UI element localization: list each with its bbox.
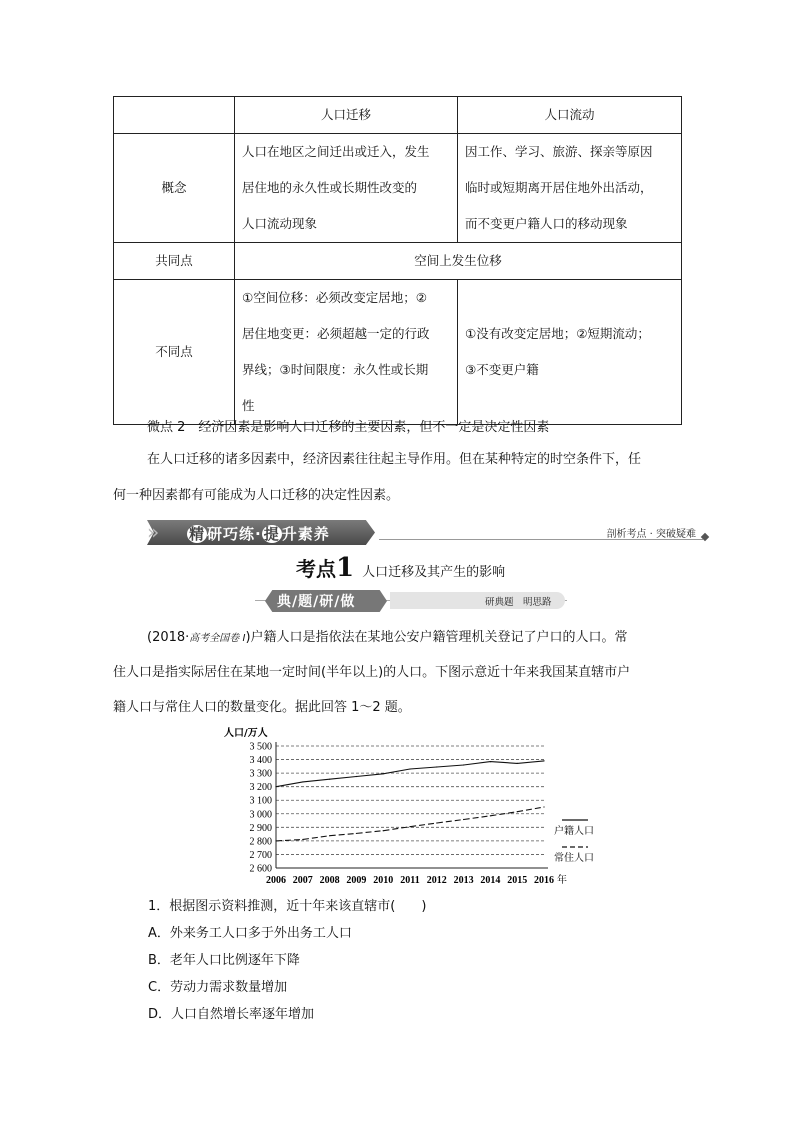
x-tick-label: 2015 xyxy=(507,875,528,886)
population-chart xyxy=(222,726,622,892)
cell-line: 而不变更户籍人口的移动现象 xyxy=(465,216,628,231)
data-point xyxy=(275,840,276,841)
table-row-difference xyxy=(114,280,682,425)
data-point xyxy=(409,826,410,827)
y-tick-label: 2 600 xyxy=(249,863,272,875)
cell-line: 界线；③时间限度：永久性或长期 xyxy=(242,362,429,377)
table-row-concept xyxy=(114,134,682,243)
cell-line: 性 xyxy=(242,398,255,413)
y-axis-label: 人口/万人 xyxy=(224,728,268,739)
cell-line: 居住地的永久性或长期性改变的 xyxy=(242,180,418,195)
series-line-户籍人口 xyxy=(276,807,544,841)
cell-line: 临时或短期离开居住地外出活动， xyxy=(465,180,653,195)
banner-text-part: 升素养 xyxy=(281,525,330,543)
sub-banner-subtitle: 研典题 明思路 xyxy=(485,597,552,608)
cell-line: 因工作、学习、旅游、探亲等原因 xyxy=(465,144,653,159)
difference-migration-cell xyxy=(235,280,458,425)
banner-char: 精 xyxy=(189,525,206,543)
data-point xyxy=(409,768,410,769)
table-header-migration: 人口迁移 xyxy=(235,97,458,134)
x-tick-label: 2013 xyxy=(453,875,474,886)
data-point xyxy=(356,776,357,777)
y-tick-label: 3 400 xyxy=(249,755,272,767)
data-point xyxy=(543,806,544,807)
y-tick-label: 2 800 xyxy=(249,836,272,848)
sub-banner-title: 典/题/研/做 xyxy=(277,594,356,610)
micro-paragraph-line1: 在人口迁移的诸多因素中，经济因素往往起主导作用。但在某种特定的时空条件下，任 xyxy=(147,452,642,467)
x-tick-label: 2016 xyxy=(534,875,554,886)
question-intro-line2: 住人口是指实际居住在某地一定时间(半年以上)的人口。下图示意近十年来我国某直辖市户 xyxy=(113,665,631,680)
data-point xyxy=(356,833,357,834)
x-tick-label: 2011 xyxy=(400,875,420,886)
section-banner xyxy=(147,519,710,547)
data-point xyxy=(517,811,518,812)
banner-subtitle: 剖析考点 · 突破疑难 xyxy=(606,529,696,540)
cell-line: ③不变更户籍 xyxy=(465,362,539,377)
x-tick-label: 2014 xyxy=(480,875,501,886)
data-point xyxy=(302,839,303,840)
source-year: (2018· xyxy=(147,630,190,645)
question-intro-line1 xyxy=(147,626,628,645)
question1-option-c[interactable]: C．劳动力需求数量增加 xyxy=(148,980,288,995)
y-tick-label: 3 200 xyxy=(249,782,272,794)
data-point xyxy=(543,760,544,761)
x-tick-label: 2010 xyxy=(373,875,394,886)
y-tick-label: 2 900 xyxy=(249,822,272,834)
data-point xyxy=(383,773,384,774)
banner-text-part: 研巧练· xyxy=(207,525,262,543)
kaodian-number: 1 xyxy=(336,553,355,583)
data-point xyxy=(383,830,384,831)
table-header-flow: 人口流动 xyxy=(458,97,682,134)
common-cell: 空间上发生位移 xyxy=(235,243,682,280)
x-tick-label: 2008 xyxy=(319,875,340,886)
y-tick-label: 3 300 xyxy=(249,768,272,780)
intro-text: )户籍人口是指依法在某地公安户籍管理机关登记了户口的人口。常 xyxy=(245,630,628,645)
chevron-right-icon: » xyxy=(147,520,160,544)
banner-char: 提 xyxy=(263,525,280,543)
data-point xyxy=(329,835,330,836)
question1-stem: 1．根据图示资料推测，近十年来该直辖市( ) xyxy=(148,899,427,914)
x-tick-label: 2007 xyxy=(292,875,313,886)
sub-banner xyxy=(255,590,570,612)
concept-migration-cell xyxy=(235,134,458,243)
data-point xyxy=(329,779,330,780)
data-point xyxy=(302,781,303,782)
table-row-common xyxy=(114,243,682,280)
question1-option-a[interactable]: A．外来务工人口多于外出务工人口 xyxy=(148,926,352,941)
x-tick-label: 2006 xyxy=(266,875,286,886)
cell-line: 人口在地区之间迁出或迁入，发生 xyxy=(242,144,430,159)
data-point xyxy=(490,761,491,762)
cell-line: 居住地变更：必须超越一定的行政 xyxy=(242,326,430,341)
micro-paragraph-line2: 何一种因素都有可能成为人口迁移的决定性因素。 xyxy=(113,488,400,503)
row-label-common: 共同点 xyxy=(114,243,235,280)
legend-label: 常住人口 xyxy=(554,853,594,864)
source-name: 高考全国卷 Ⅰ xyxy=(189,633,246,644)
question1-option-b[interactable]: B．老年人口比例逐年下降 xyxy=(148,953,300,968)
data-point xyxy=(490,815,491,816)
comparison-table xyxy=(113,96,682,425)
y-tick-label: 3 500 xyxy=(249,741,272,753)
legend-label: 户籍人口 xyxy=(554,826,594,837)
data-point xyxy=(436,822,437,823)
table-header-row xyxy=(114,97,682,134)
banner-title xyxy=(187,523,330,544)
micro-point-title: 微点 2 经济因素是影响人口迁移的主要因素，但不一定是决定性因素 xyxy=(147,420,550,435)
data-point xyxy=(517,763,518,764)
series-line-常住人口 xyxy=(276,761,544,787)
kaodian-title: 人口迁移及其产生的影响 xyxy=(362,565,506,580)
x-tick-label: 2009 xyxy=(346,875,367,886)
x-axis-label: 年 xyxy=(557,875,567,886)
row-label-concept: 概念 xyxy=(114,134,235,243)
cell-line: 人口流动现象 xyxy=(242,216,318,231)
kaodian-label: 考点 xyxy=(296,557,336,581)
concept-flow-cell xyxy=(458,134,682,243)
cell-line: ①没有改变定居地；②短期流动； xyxy=(465,326,650,341)
question-intro-line3: 籍人口与常住人口的数量变化。据此回答 1～2 题。 xyxy=(113,700,411,715)
data-point xyxy=(463,819,464,820)
data-point xyxy=(436,766,437,767)
y-tick-label: 3 100 xyxy=(249,795,272,807)
table-header-empty xyxy=(114,97,235,134)
difference-flow-cell xyxy=(458,280,682,425)
cell-line: ①空间位移：必须改变定居地；② xyxy=(242,290,427,305)
question1-option-d[interactable]: D．人口自然增长率逐年增加 xyxy=(148,1007,315,1022)
y-tick-label: 3 000 xyxy=(249,809,272,821)
x-tick-label: 2012 xyxy=(426,875,447,886)
data-point xyxy=(275,786,276,787)
y-tick-label: 2 700 xyxy=(249,849,272,861)
row-label-difference: 不同点 xyxy=(114,280,235,425)
kaodian-heading xyxy=(296,553,505,583)
data-point xyxy=(463,764,464,765)
